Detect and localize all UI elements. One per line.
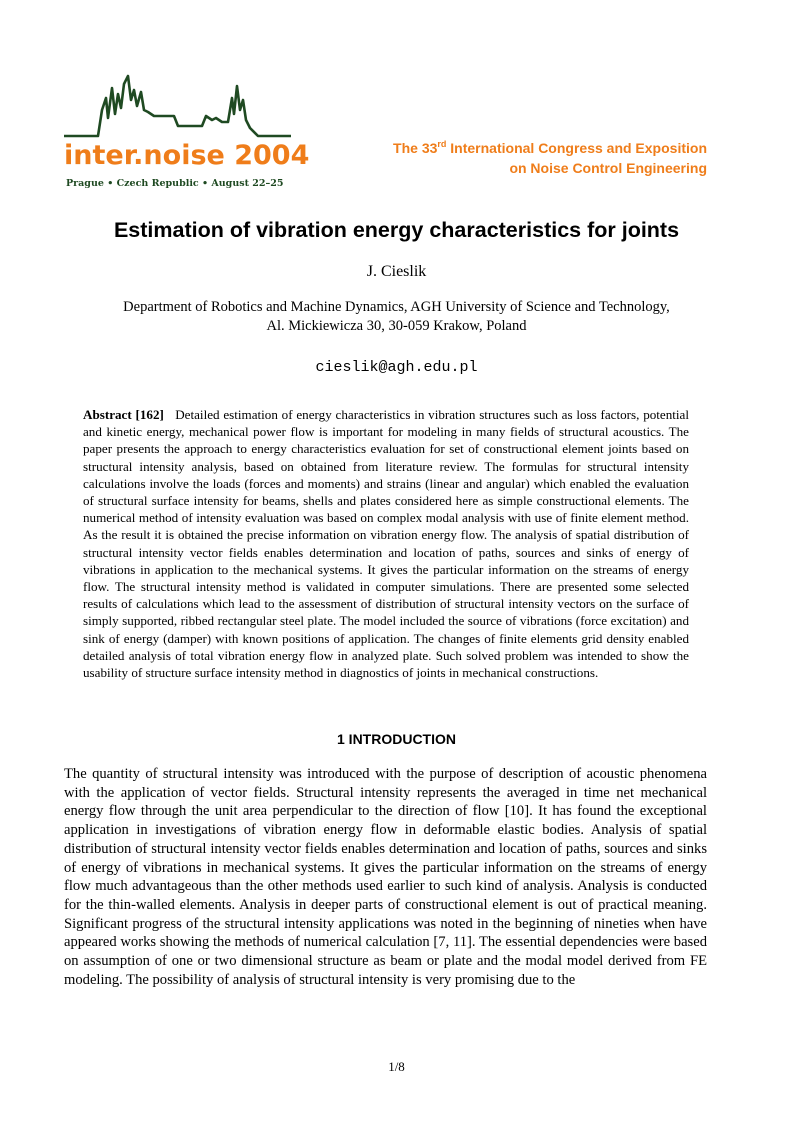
introduction-paragraph: The quantity of structural intensity was introduced with the purpose of description of acoustic phenomena with the application of vector fields. Structural intensity represents the averaged in time net mechanical energy flow through the unit area perpendicular to the direction of flow [10]. It has found the exceptional application in investigations of vibration energy flow in deformable elastic bodies. Analysis of spatial distribution of structural intensity vector fields enables determination and location of paths, sources and sinks of energy of vibrations in mechanical systems. It gives the particular information on the streams of energy flow much advantageous than the other methods used earlier to such kind of analysis. Analysis is conducted for the thin-walled elements. Analysis in deeper parts of constructional element is out of practical meaning. Significant progress of the structural intensity applications was noted in the beginning of nineties when have appeared works showing the methods of numerical calculation [7, 11]. The essential dependencies were based on assumption of one or two dimensional structure as beam or plate and the modal model derived from FE modeling. The possibility of analysis of structural intensity is very promising due to the <box>64 766 707 988</box>
paper-author: J. Cieslik <box>366 263 427 280</box>
abstract <box>83 406 689 681</box>
affiliation-line-1: Department of Robotics and Machine Dynamics, AGH University of Science and Technology, <box>123 299 670 315</box>
page-number: 1/8 <box>388 1059 405 1074</box>
conference-logo <box>62 70 310 194</box>
congress-line-2: on Noise Control Engineering <box>509 160 707 176</box>
affiliation-line-2: Al. Mickiewicza 30, 30-059 Krakow, Poland <box>266 318 527 334</box>
prague-skyline-graphic <box>62 70 294 142</box>
paper-title: Estimation of vibration energy characteristics for joints <box>113 218 680 242</box>
author-email[interactable]: cieslik@agh.edu.pl <box>315 359 478 376</box>
author-affiliation <box>0 298 793 336</box>
logo-subtitle: Prague • Czech Republic • August 22–25 <box>66 178 284 189</box>
abstract-label: Abstract [162] <box>83 407 164 422</box>
congress-line-1: The 33rd International Congress and Exposition <box>393 139 707 156</box>
section-heading-introduction: 1 INTRODUCTION <box>337 731 456 747</box>
congress-header <box>393 138 707 178</box>
logo-wordmark: inter.noise 2004 <box>64 140 310 171</box>
abstract-text: Detailed estimation of energy characteristics in vibration structures such as loss factors, potential and kinetic energy, mechanical power flow is important for modeling in many fields of structural acoustics. The paper presents the approach to energy characteristics evaluation for set of constructional element joints based on structural intensity analysis, based on obtained from literature review. The formulas for structural intensity calculations involve the loads (forces and moments) and strains (linear and angular) which enabled the evaluation of structural surface intensity for beams, shells and plates considered here as simple constructional elements. The numerical method of intensity evaluation was based on complex modal analysis with use of finite element method. As the result it is obtained the precise information on vibration energy flow. The analysis of spatial distribution of structural intensity vector fields enables determination and location of paths, sources and sinks of energy of vibrations in application to the mechanical systems. It gives the particular information on the streams of energy flow. The structural intensity method is validated in computer simulations. There are presented some selected results of calculations which lead to the assessment of distribution of structural intensity vectors on the surface of simply supported, ribbed rectangular steel plate. The model included the source of vibrations (force excitation) and sink of energy (damper) with known positions of application. The changes of finite elements grid density enabled detailed analysis of total vibration energy flow in analyzed plate. Such solved problem was intended to show the usability of structure surface intensity method in diagnostics of joints in mechanical constructions. <box>83 407 690 681</box>
